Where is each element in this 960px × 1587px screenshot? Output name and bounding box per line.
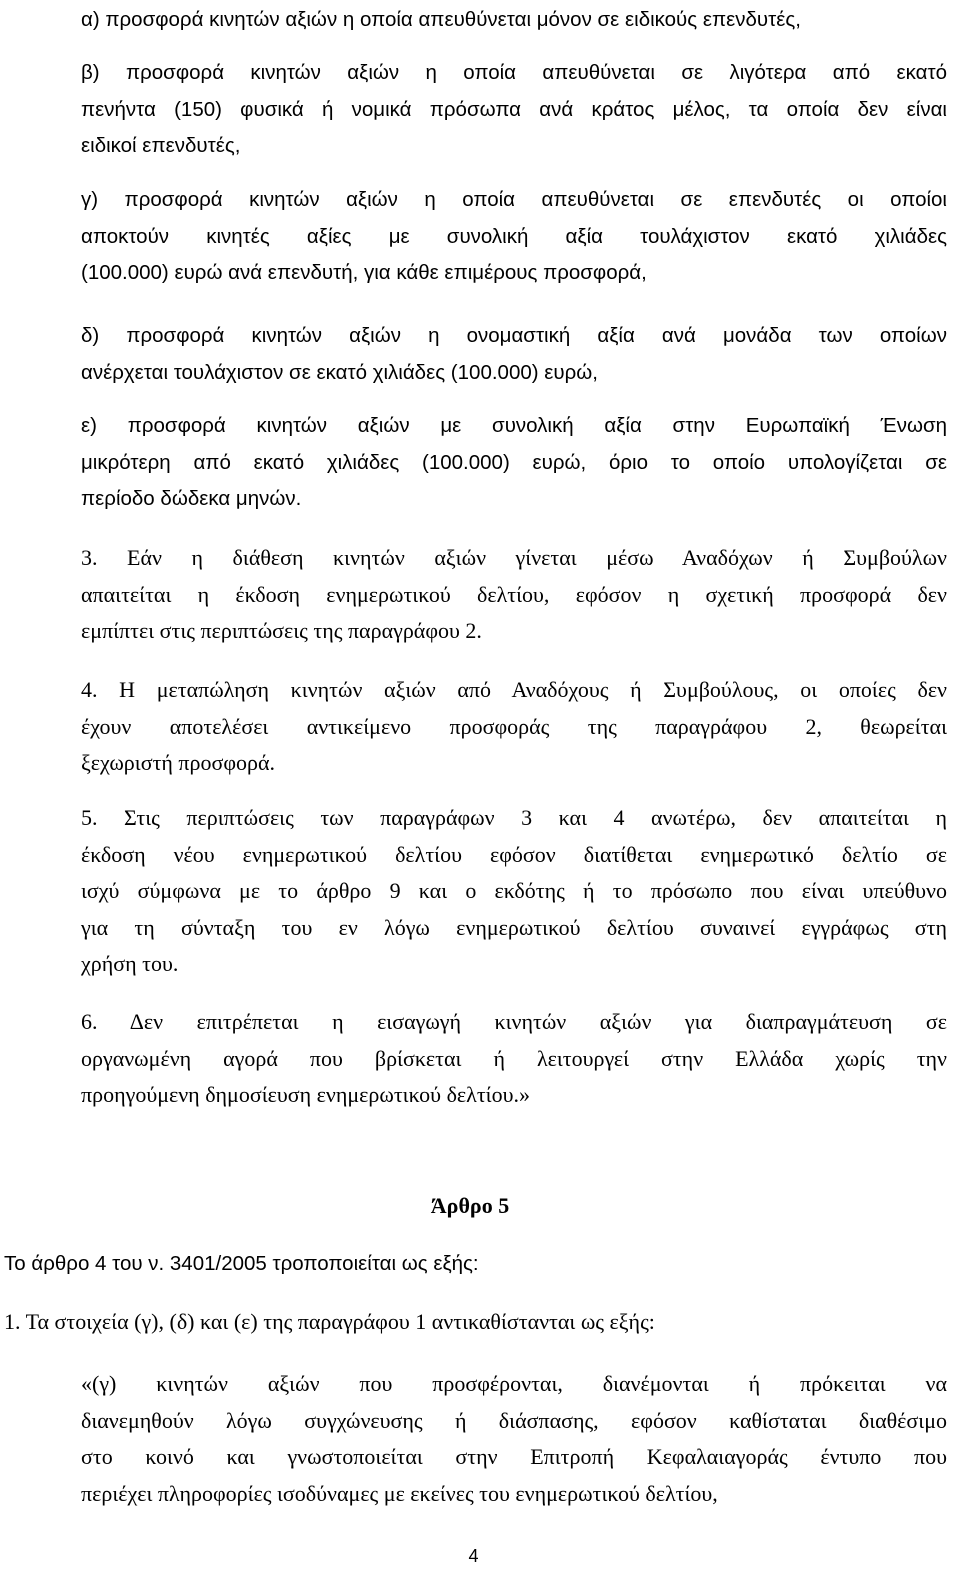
text-line: περιέχει πληροφορίες ισοδύναμες με εκείνες του ενημερωτικού δελτίου,	[81, 1480, 718, 1506]
article-intro: Το άρθρο 4 του ν. 3401/2005 τροποποιείται ως εξής:	[4, 1252, 479, 1275]
paragraph-3	[81, 540, 947, 650]
text-line: πενήντα (150) φυσικά ή νομικά πρόσωπα ανά κράτος μέλος, τα οποία δεν είναι	[81, 97, 947, 121]
text-line: 4. Η μεταπώληση κινητών αξιών από Αναδόχους ή Συμβούλους, οι οποίες δεν	[81, 677, 947, 702]
amendment-item: 1. Τα στοιχεία (γ), (δ) και (ε) της παραγράφου 1 αντικαθίστανται ως εξής:	[4, 1309, 655, 1334]
text-line: 6. Δεν επιτρέπεται η εισαγωγή κινητών αξιών για διαπραγμάτευση σε	[81, 1009, 947, 1034]
text-line: στο κοινό και γνωστοποιείται στην Επιτροπή Κεφαλαιαγοράς έντυπο που	[81, 1444, 947, 1469]
text-line: προηγούμενη δημοσίευση ενημερωτικού δελτίου.»	[81, 1082, 530, 1107]
text-line: γ) προσφορά κινητών αξιών η οποία απευθύνεται σε επενδυτές οι οποίοι	[81, 188, 947, 211]
item-epsilon	[81, 408, 947, 518]
text-line: αποκτούν κινητές αξίες με συνολική αξία τουλάχιστον εκατό χιλιάδες	[81, 224, 947, 248]
text-line: απαιτείται η έκδοση ενημερωτικού δελτίου, εφόσον η σχετική προσφορά δεν	[81, 581, 947, 607]
text-line: οργανωμένη αγορά που βρίσκεται ή λειτουργεί στην Ελλάδα χωρίς την	[81, 1045, 947, 1071]
text-line: ισχύ σύμφωνα με το άρθρο 9 και ο εκδότης ή το πρόσωπο που είναι υπεύθυνο	[81, 878, 947, 903]
item-alpha	[81, 2, 947, 39]
text-line: έχουν αποτελέσει αντικείμενο προσφοράς της παραγράφου 2, θεωρείται	[81, 713, 947, 739]
text-line: ανέρχεται τουλάχιστον σε εκατό χιλιάδες (100.000) ευρώ,	[81, 360, 598, 384]
text-line: μικρότερη από εκατό χιλιάδες (100.000) ευρώ, όριο το οποίο υπολογίζεται σε	[81, 450, 947, 474]
text-line: α) προσφορά κινητών αξιών η οποία απευθύνεται μόνον σε ειδικούς επενδυτές,	[81, 8, 801, 31]
text-line: περίοδο δώδεκα μηνών.	[81, 487, 302, 510]
quoted-amendment	[81, 1366, 947, 1512]
item-beta	[81, 55, 947, 165]
text-line: 3. Εάν η διάθεση κινητών αξιών γίνεται μέσω Αναδόχων ή Συμβούλων	[81, 545, 947, 570]
paragraph-5	[81, 800, 947, 983]
item-delta	[81, 318, 947, 391]
text-line: ε) προσφορά κινητών αξιών με συνολική αξία στην Ευρωπαϊκή Ένωση	[81, 414, 947, 437]
text-line: για τη σύνταξη του εν λόγω ενημερωτικού δελτίου συναινεί εγγράφως στη	[81, 914, 947, 940]
text-line: διανεμηθούν λόγω συγχώνευσης ή διάσπασης, εφόσον καθίσταται διαθέσιμο	[81, 1407, 947, 1433]
text-line: ειδικοί επενδυτές,	[81, 134, 241, 157]
paragraph-4	[81, 672, 947, 782]
article-heading: Άρθρο 5	[430, 1193, 510, 1218]
text-line: (100.000) ευρώ ανά επενδυτή, για κάθε επιμέρους προσφορά,	[81, 261, 647, 284]
text-line: δ) προσφορά κινητών αξιών η ονομαστική αξία ανά μονάδα των οποίων	[81, 324, 947, 347]
text-line: έκδοση νέου ενημερωτικού δελτίου εφόσον διατίθεται ενημερωτικό δελτίο σε	[81, 841, 947, 867]
paragraph-6	[81, 1004, 947, 1114]
text-line: β) προσφορά κινητών αξιών η οποία απευθύνεται σε λιγότερα από εκατό	[81, 61, 947, 84]
text-line: ξεχωριστή προσφορά.	[81, 750, 276, 775]
text-line: 5. Στις περιπτώσεις των παραγράφων 3 και 4 ανωτέρω, δεν απαιτείται η	[81, 805, 947, 830]
page-number: 4	[468, 1546, 479, 1566]
item-gamma	[81, 182, 947, 292]
text-line: χρήση του.	[81, 951, 179, 976]
text-line: εμπίπτει στις περιπτώσεις της παραγράφου 2.	[81, 618, 482, 643]
text-line: «(γ) κινητών αξιών που προσφέρονται, διανέμονται ή πρόκειται να	[81, 1371, 947, 1396]
